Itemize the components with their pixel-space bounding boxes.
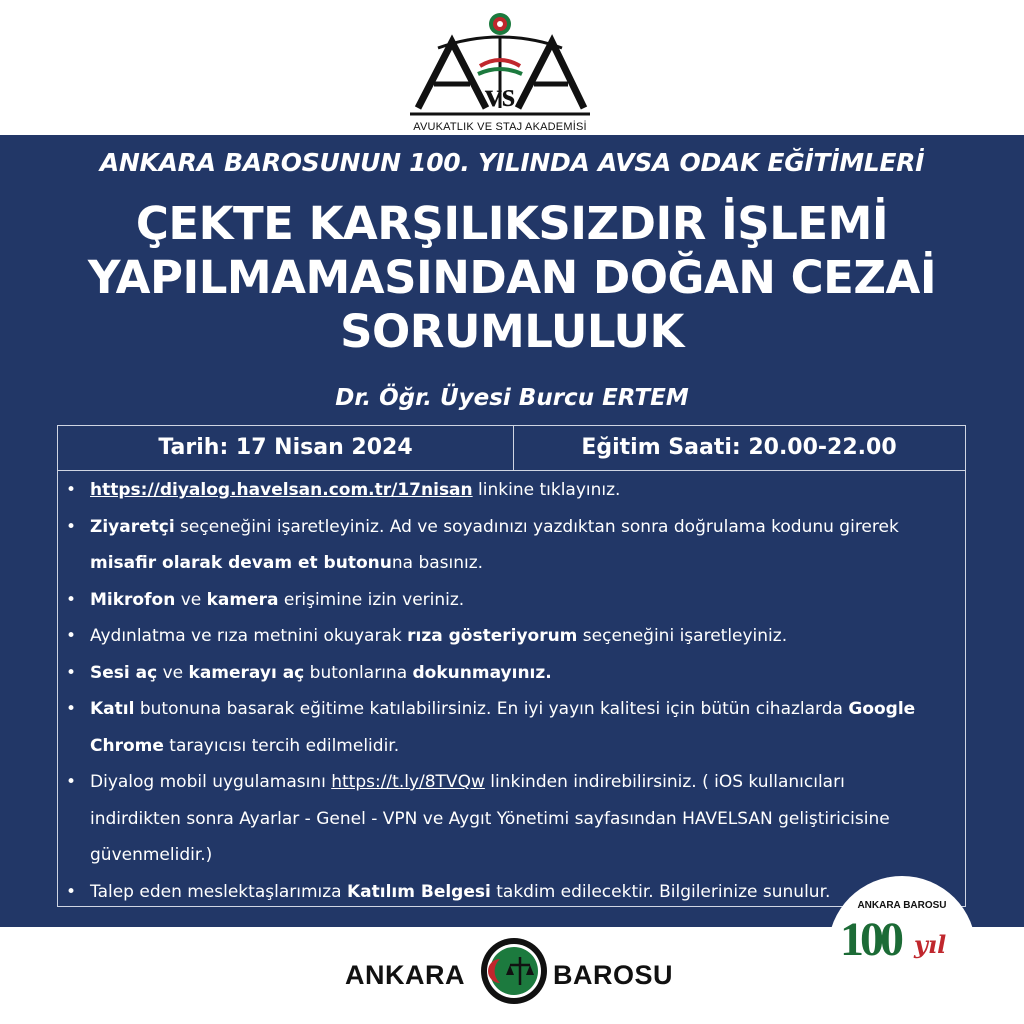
event-title [40, 197, 984, 359]
time-cell: Eğitim Saati: 20.00-22.00 [581, 435, 897, 460]
bullet-icon: • [66, 881, 77, 902]
list-item: • Ziyaretçi seçeneğini işaretleyiniz. Ad ve soyadınızı yazdıktan sonra doğrulama kodunu girerek misafir olarak devam et butonuna basınız. [66, 509, 956, 582]
logo-caption: AVUKATLIK VE STAJ AKADEMİSİ [413, 121, 587, 133]
list-item: • Sesi aç ve kamerayı aç butonlarına dokunmayınız. [66, 655, 956, 692]
meeting-link[interactable]: https://diyalog.havelsan.com.tr/17nisan [90, 480, 473, 500]
avsa-logo-icon [408, 8, 592, 120]
bullet-icon: • [66, 772, 77, 792]
badge-number: 100 [840, 913, 900, 966]
ankara-barosu-seal-icon [480, 937, 548, 1005]
title-line-1: ÇEKTE KARŞILIKSIZDIR İŞLEMİ [135, 197, 889, 250]
list-item: • Aydınlatma ve rıza metnini okuyarak rıza gösteriyorum seçeneğini işaretleyiniz. [66, 618, 956, 655]
bullet-icon: • [66, 662, 77, 683]
bullet-icon: • [66, 589, 77, 610]
date-cell: Tarih: 17 Nisan 2024 [58, 426, 514, 470]
speaker-name: Dr. Öğr. Üyesi Burcu ERTEM [335, 385, 689, 411]
list-item: • Diyalog mobil uygulamasını https://t.ly/8TVQw linkinden indirebilirsiniz. ( iOS kullanıcıları indirdikten sonra Ayarlar - Genel - VPN ve Aygıt Yönetimi sayfasından HAVELSAN geliştiricisine güvenmelidir.) [66, 764, 956, 874]
app-download-link[interactable]: https://t.ly/8TVQw [331, 772, 485, 792]
list-item: • Mikrofon ve kamera erişimine izin veriniz. [66, 582, 956, 619]
bullet-icon: • [66, 626, 77, 646]
info-header-row [58, 426, 965, 471]
info-box [57, 425, 966, 907]
avsa-logo [408, 8, 592, 135]
list-item: • Talep eden meslektaşlarımıza Katılım Belgesi takdim edilecektir. Bilgilerinize sunulur. [66, 874, 956, 911]
title-line-2: YAPILMAMASINDAN DOĞAN CEZAİ [87, 251, 937, 304]
bullet-icon: • [66, 699, 77, 719]
bullet-icon: • [66, 480, 77, 500]
bullet-icon: • [66, 516, 77, 537]
footer-barosu-text: BAROSU [553, 960, 674, 990]
footer-ankara-text: ANKARA [345, 960, 465, 990]
svg-text:vs: vs [484, 77, 516, 114]
badge-label: ANKARA BAROSU [857, 900, 947, 911]
list-item: • Katıl butonuna basarak eğitime katılabilirsiniz. En iyi yayın kalitesi için bütün cihazlarda Google Chrome tarayıcısı tercih edilmelidir. [66, 691, 956, 764]
title-line-3: SORUMLULUK [340, 305, 684, 358]
event-series-subtitle: ANKARA BAROSUNUN 100. YILINDA AVSA ODAK EĞİTİMLERİ [99, 148, 925, 177]
instruction-list [66, 472, 956, 910]
badge-yil: yıl [914, 930, 947, 959]
100-yil-badge [828, 876, 976, 996]
list-item: • https://diyalog.havelsan.com.tr/17nisan linkine tıklayınız. [66, 472, 956, 509]
